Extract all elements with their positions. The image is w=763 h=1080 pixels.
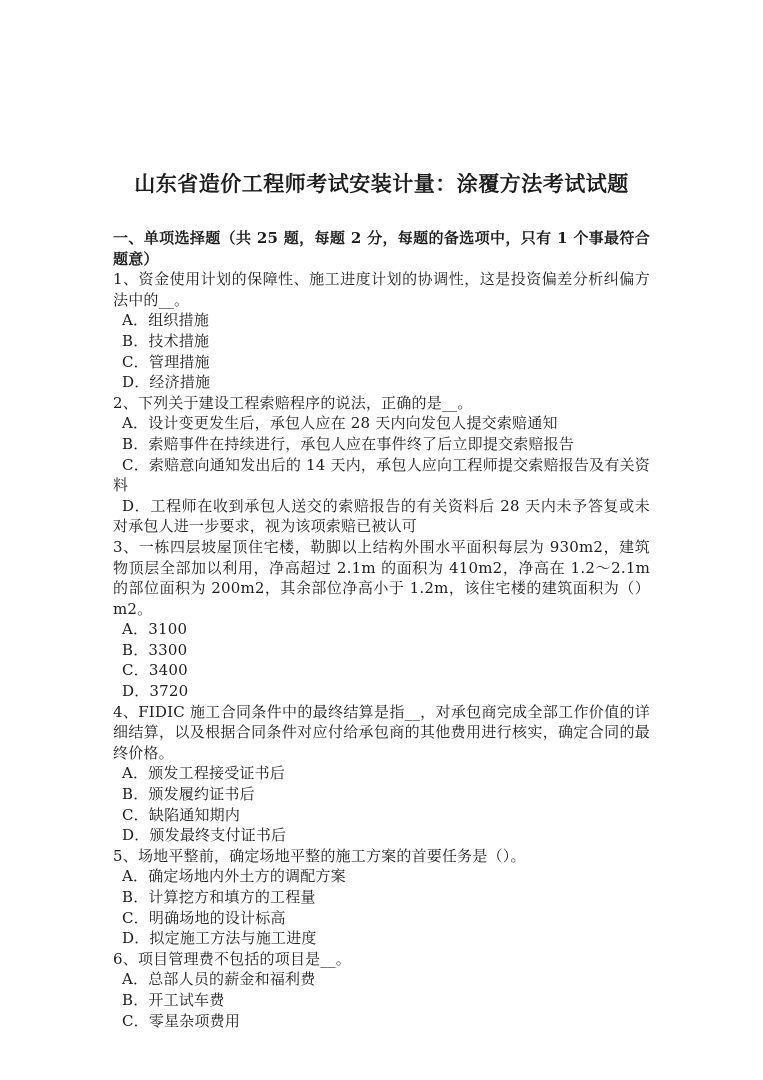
document-title: 山东省造价工程师考试安装计量：涂覆方法考试试题 [134,171,629,196]
question-1-option-d: D．经济措施 [122,373,211,392]
question-4-option-c: C．缺陷通知期内 [122,805,241,824]
question-6-option-c: C．零星杂项费用 [122,1011,241,1030]
question-2 [113,393,650,537]
document-content [113,170,650,1031]
question-5-stem: 5、场地平整前，确定场地平整的施工方案的首要任务是（）。 [113,846,526,865]
question-1-option-b: B．技术措施 [122,331,210,350]
question-4-option-a: A．颁发工程接受证书后 [122,764,286,783]
question-4-option-d: D．颁发最终支付证书后 [122,826,287,845]
question-6-stem: 6、项目管理费不包括的项目是__。 [113,949,351,968]
question-2-option-d: D．工程师在收到承包人送交的索赔报告的有关资料后 28 天内未予答复或未对承包人进一步要求，视为该项索赔已被认可 [113,496,650,536]
question-3 [113,537,650,702]
question-4-stem: 4、FIDIC 施工合同条件中的最终结算是指__，对承包商完成全部工作价值的详细结算，以及根据合同条件对应付给承包商的其他费用进行核实，确定合同的最终价格。 [113,702,650,762]
question-3-option-a: A．3100 [122,620,188,639]
question-3-option-c: C．3400 [122,661,188,680]
question-6-option-a: A．总部人员的薪金和福利费 [122,970,316,989]
question-3-stem: 3、一栋四层坡屋顶住宅楼，勒脚以上结构外围水平面积每层为 930m2，建筑物顶层全部加以利用，净高超过 2.1m 的面积为 410m2，净高在 1.2～2.1m 的部位面积为 200m2，其余部位净高小于 1.2m，该住宅楼的建筑面积为（）m2。 [113,537,650,618]
question-2-option-a: A．设计变更发生后，承包人应在 28 天内向发包人提交索赔通知 [122,414,558,433]
question-5-option-d: D．拟定施工方法与施工进度 [122,929,317,948]
section-heading: 一、单项选择题（共 25 题，每题 2 分，每题的备选项中，只有 1 个事最符合题意） [113,229,650,268]
question-1 [113,269,650,393]
question-1-option-c: C．管理措施 [122,352,210,371]
question-5 [113,846,650,949]
question-2-option-c: C．索赔意向通知发出后的 14 天内，承包人应向工程师提交索赔报告及有关资料 [113,455,650,495]
question-5-option-a: A．确定场地内外土方的调配方案 [122,867,346,886]
question-3-option-b: B．3300 [122,640,188,659]
question-3-option-d: D．3720 [122,682,189,701]
question-5-option-c: C．明确场地的设计标高 [122,908,286,927]
question-1-stem: 1、资金使用计划的保障性、施工进度计划的协调性，这是投资偏差分析纠偏方法中的__。 [113,270,650,309]
question-4-option-b: B．颁发履约证书后 [122,785,255,804]
question-4 [113,702,650,846]
question-6-option-b: B．开工试车费 [122,990,225,1009]
question-2-option-b: B．索赔事件在持续进行，承包人应在事件终了后立即提交索赔报告 [122,434,575,453]
question-2-stem: 2、下列关于建设工程索赔程序的说法，正确的是__。 [113,393,473,412]
question-5-option-b: B．计算挖方和填方的工程量 [122,888,316,906]
question-1-option-a: A．组织措施 [122,311,210,330]
question-6 [113,949,650,1031]
